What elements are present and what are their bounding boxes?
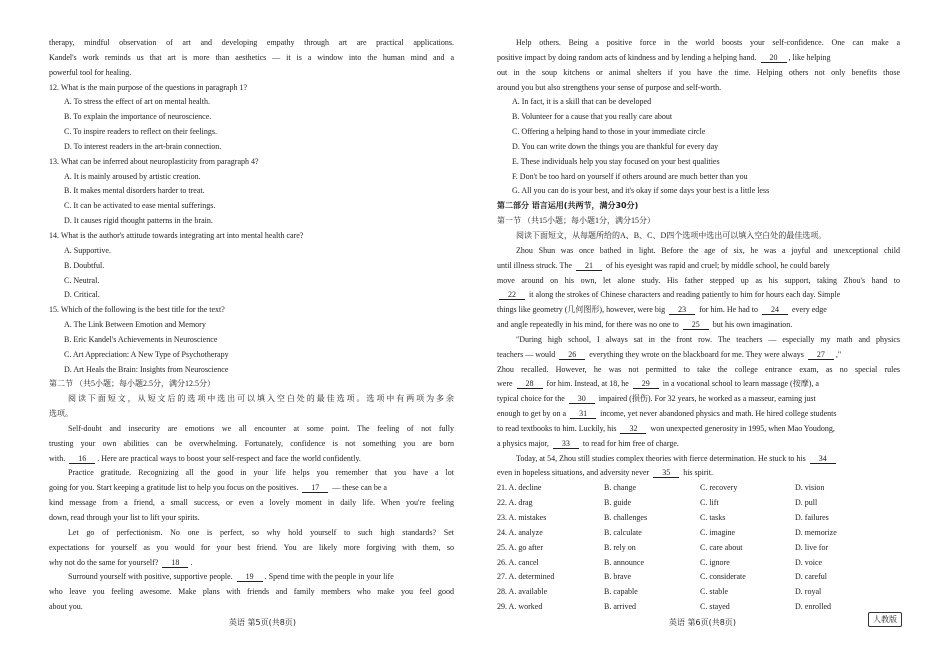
- blank-19: 19: [237, 572, 263, 582]
- text-line: [49, 556, 454, 571]
- text-line: [497, 466, 900, 481]
- publisher-badge: 人教版: [868, 612, 902, 627]
- text-fragment: but his own imagination.: [712, 320, 793, 330]
- text-fragment: for him. He had to: [699, 305, 758, 315]
- section-instruction: 选项。: [49, 409, 73, 419]
- text-line: move around on his own, let alone study. His father stepped up as his support, taking Zhou's hand to: [497, 275, 900, 285]
- choice-option: E. These individuals help you stay focused on your best qualities: [512, 156, 720, 166]
- text-fragment: and angle repeatedly in his mind, for there was no one to: [497, 320, 679, 330]
- text-fragment: to read textbooks to him. Luckily, his: [497, 423, 617, 433]
- blank-18: 18: [162, 558, 188, 568]
- answer-option: 24. A. analyze: [497, 527, 543, 537]
- question-option: D. To interest readers in the art-brain connection.: [64, 141, 222, 151]
- blank-30: 30: [569, 394, 595, 404]
- question-option: B. It makes mental disorders harder to treat.: [64, 186, 205, 196]
- text-line: trusting your own abilities can be overwhelming. Fortunately, confidence is not something you are born: [49, 438, 454, 448]
- question-option: B. Doubtful.: [64, 260, 105, 270]
- answer-option: C. stable: [700, 587, 728, 597]
- choice-option: F. Don't be too hard on yourself if others around are much better than you: [512, 171, 748, 181]
- blank-33: 33: [553, 439, 579, 449]
- answer-option: 26. A. cancel: [497, 557, 539, 567]
- part-title: 第二部分 语言运用(共两节，满分30分): [497, 201, 639, 211]
- answer-row: [497, 511, 900, 526]
- text-fragment: with.: [49, 453, 66, 463]
- blank-26: 26: [559, 350, 585, 360]
- text-line: [497, 377, 900, 392]
- text-fragment: — these can be a: [332, 483, 387, 493]
- text-fragment: until illness struck. The: [497, 260, 572, 270]
- text-line: kind message from a friend, a small success, or even a lovely moment in daily life. When you're feeling: [49, 498, 454, 508]
- blank-34: 34: [810, 454, 836, 464]
- answer-row: [497, 496, 900, 511]
- blank-27: 27: [808, 350, 834, 360]
- question-stem: 12. What is the main purpose of the questions in paragraph 1?: [49, 82, 248, 92]
- answer-row: [497, 556, 900, 571]
- text-line: Help others. Being a positive force in the world boosts your self-confidence. One can make a: [516, 38, 900, 47]
- text-line: Let go of perfectionism. No one is perfect, so why hold yourself to such high standards? Set: [68, 527, 454, 537]
- answer-row: [497, 570, 900, 585]
- answer-row: [497, 481, 900, 496]
- answer-option: B. challenges: [604, 513, 648, 522]
- text-fragment: enough to get by on a: [497, 409, 567, 419]
- question-option: B. To explain the importance of neuroscience.: [64, 112, 212, 122]
- question-stem: 15. Which of the following is the best title for the text?: [49, 305, 225, 315]
- text-fragment: . Spend time with the people in your life: [264, 572, 394, 582]
- answer-option: C. recovery: [700, 483, 738, 493]
- text-fragment: a physics major,: [497, 438, 549, 448]
- text-line: [497, 452, 900, 467]
- text-line: down, read through your list to lift your spirits.: [49, 513, 200, 522]
- text-line: powerful tool for healing.: [49, 67, 132, 77]
- text-fragment: going for you. Start keeping a gratitude list to help you focus on the positives.: [49, 483, 299, 493]
- answer-option: 22. A. drag: [497, 498, 533, 508]
- text-line: [49, 481, 454, 496]
- choice-option: G. All you can do is your best, and it's okay if some days your best is a little less: [512, 186, 770, 196]
- answer-row: [497, 541, 900, 556]
- answer-option: B. brave: [604, 572, 632, 582]
- answer-option: B. arrived: [604, 602, 636, 612]
- blank-35: 35: [653, 468, 679, 478]
- text-line: "During high school, I always sat in the front row. The teachers — especially my math and physics: [516, 334, 900, 344]
- answer-option: C. care about: [700, 542, 743, 552]
- text-fragment: .: [190, 557, 193, 567]
- answer-option: B. calculate: [604, 527, 642, 537]
- text-fragment: teachers — would: [497, 349, 556, 359]
- text-fragment: ,": [835, 349, 842, 359]
- text-fragment: even in hopeless situations, and adversity never: [497, 468, 650, 478]
- blank-24: 24: [762, 305, 788, 315]
- text-line: [497, 318, 900, 333]
- blank-21: 21: [576, 261, 602, 271]
- question-option: A. Supportive.: [64, 245, 111, 255]
- question-option: A. To stress the effect of art on mental health.: [64, 97, 210, 107]
- answer-option: D. royal: [795, 587, 822, 597]
- blank-16: 16: [69, 454, 95, 464]
- text-fragment: it along the strokes of Chinese characters and reading patiently to him for hours each day. Simple: [529, 290, 841, 300]
- text-fragment: , like helping: [788, 52, 831, 62]
- answer-option: 27. A. determined: [497, 572, 555, 582]
- text-line: [497, 437, 900, 452]
- answer-option: D. careful: [795, 572, 827, 582]
- left-column: [49, 36, 454, 615]
- question-option: D. Critical.: [64, 290, 100, 300]
- answer-option: D. failures: [795, 513, 829, 522]
- text-fragment: why not do the same for yourself?: [49, 557, 159, 567]
- answer-row: [497, 526, 900, 541]
- question-stem: 13. What can be inferred about neuroplasticity from paragraph 4?: [49, 156, 259, 166]
- section-title: 第二节 （共5小题；每小题2.5分，满分12.5分）: [49, 379, 215, 389]
- answer-option: C. ignore: [700, 557, 730, 567]
- blank-31: 31: [570, 409, 596, 419]
- text-fragment: typical choice for the: [497, 394, 565, 404]
- text-line: expectations for yourself as you would for your best friend. You are likely more forgiving with them, so: [49, 542, 454, 552]
- text-line: Zhou recalled. However, he was not permitted to take the college entrance exam, as no special rules: [497, 364, 900, 374]
- answer-option: D. memorize: [795, 527, 837, 537]
- page-footer-right: 英语 第6页(共8页): [669, 618, 736, 627]
- question-option: C. It can be activated to ease mental sufferings.: [64, 201, 216, 211]
- blank-17: 17: [302, 483, 328, 493]
- text-fragment: to read for him free of charge.: [582, 438, 679, 448]
- text-line: around you but also strengthens your sense of purpose and self-worth.: [497, 82, 722, 92]
- text-fragment: won unexpected generosity in 1995, when Mao Youdong,: [650, 423, 835, 433]
- answer-option: C. lift: [700, 498, 719, 508]
- text-line: [497, 288, 900, 303]
- text-line: [497, 407, 900, 422]
- question-option: A. The Link Between Emotion and Memory: [64, 320, 206, 330]
- text-fragment: in a vocational school to learn massage (按摩), a: [662, 379, 819, 389]
- blank-25: 25: [683, 320, 709, 330]
- text-fragment: Surround yourself with positive, supportive people.: [68, 572, 233, 582]
- text-line: Kandel's work reminds us that art is more than aesthetics — it is a window into the human mind and a: [49, 52, 454, 62]
- choice-option: D. You can write down the things you are thankful for every day: [512, 141, 719, 151]
- answer-option: B. capable: [604, 587, 638, 597]
- text-fragment: for him. Instead, at 18, he: [546, 379, 629, 389]
- blank-29: 29: [633, 379, 659, 389]
- text-line: [497, 259, 900, 274]
- text-fragment: things like geometry (几何图形), however, were big: [497, 305, 666, 315]
- answer-option: C. imagine: [700, 527, 736, 537]
- answer-option: B. change: [604, 483, 636, 493]
- text-line: Practice gratitude. Recognizing all the good in your life helps you remember that you have a lot: [68, 468, 454, 478]
- blank-32: 32: [620, 424, 646, 434]
- text-fragment: . Here are practical ways to boost your self-respect and face the world confidently.: [97, 453, 361, 463]
- text-line: out in the soup kitchens or animal shelters if you have the time. Helping others not only benefits those: [497, 67, 900, 77]
- text-fragment: his spirit.: [683, 468, 713, 478]
- answer-row: [497, 585, 900, 600]
- choice-option: A. In fact, it is a skill that can be developed: [512, 97, 652, 107]
- answer-row: [497, 600, 900, 615]
- question-option: C. Neutral.: [64, 275, 100, 285]
- text-line: therapy, mindful observation of art and developing empathy through art are practical applications.: [49, 38, 454, 47]
- answer-option: 28. A. available: [497, 587, 548, 597]
- answer-option: B. rely on: [604, 542, 636, 552]
- blank-20: 20: [761, 53, 787, 63]
- answer-option: C. considerate: [700, 572, 746, 582]
- text-line: Zhou Shun was once bathed in light. Before the age of six, he was a joyful and unexceptional child: [516, 245, 900, 255]
- text-fragment: income, yet never abandoned physics and math. He hired college students: [600, 409, 837, 419]
- answer-option: D. live for: [795, 542, 829, 552]
- section-instruction: 阅读下面短文，从每题所给的A、B、C、D四个选项中选出可以填入空白处的最佳选项。: [516, 230, 827, 240]
- right-column: [497, 36, 900, 615]
- answer-option: B. guide: [604, 498, 632, 508]
- blank-28: 28: [517, 379, 543, 389]
- text-line: [497, 51, 900, 66]
- text-line: [497, 348, 900, 363]
- answer-option: 21. A. decline: [497, 483, 542, 493]
- text-fragment: everything they wrote on the blackboard for me. They were always: [589, 349, 804, 359]
- question-stem: 14. What is the author's attitude towards integrating art into mental health care?: [49, 230, 304, 240]
- question-option: C. To inspire readers to reflect on their feelings.: [64, 127, 218, 137]
- section-instruction: 阅读下面短文，从短文后的选项中选出可以填入空白处的最佳选项。选项中有两项为多余: [68, 394, 454, 404]
- text-line: Self-doubt and insecurity are emotions we all encounter at some point. The feeling of not fully: [68, 423, 454, 433]
- answer-option: B. announce: [604, 557, 644, 567]
- text-fragment: impaired (损伤). For 32 years, he worked as a masseur, earning just: [598, 394, 816, 404]
- section-title: 第一节 （共15小题；每小题1分，满分15分）: [497, 216, 655, 226]
- answer-option: D. vision: [795, 483, 825, 493]
- page-footer-left: 英语 第5页(共8页): [229, 618, 296, 627]
- answer-option: 23. A. mistakes: [497, 513, 547, 522]
- text-line: who leave you feeling awesome. Make plans with friends and family members who make you feel good: [49, 587, 454, 597]
- text-fragment: were: [497, 379, 513, 389]
- text-fragment: of his eyesight was rapid and cruel; by middle school, he could barely: [605, 260, 830, 270]
- blank-22: 22: [499, 290, 525, 300]
- blank-23: 23: [669, 305, 695, 315]
- text-fragment: every edge: [791, 305, 827, 315]
- text-line: [49, 570, 454, 585]
- text-line: [497, 392, 900, 407]
- question-option: C. Art Appreciation: A New Type of Psychotherapy: [64, 349, 229, 359]
- answer-option: C. stayed: [700, 602, 730, 612]
- text-fragment: positive impact by doing random acts of kindness and by lending a helping hand.: [497, 52, 757, 62]
- text-line: [49, 452, 454, 467]
- answer-option: D. pull: [795, 498, 818, 508]
- question-option: A. It is mainly aroused by artistic creation.: [64, 171, 201, 181]
- answer-option: D. enrolled: [795, 602, 831, 612]
- answer-option: 29. A. worked: [497, 602, 543, 612]
- answer-option: 25. A. go after: [497, 542, 543, 552]
- choice-option: C. Offering a helping hand to those in your immediate circle: [512, 127, 706, 137]
- text-fragment: Today, at 54, Zhou still studies complex theories with fierce determination. He stuck to his: [516, 453, 806, 463]
- text-line: about you.: [49, 602, 83, 612]
- text-line: [497, 422, 900, 437]
- question-option: B. Eric Kandel's Achievements in Neuroscience: [64, 334, 218, 344]
- question-option: D. It causes rigid thought patterns in the brain.: [64, 216, 213, 226]
- text-line: [497, 303, 900, 318]
- choice-option: B. Volunteer for a cause that you really care about: [512, 112, 673, 122]
- answer-option: C. tasks: [700, 513, 726, 522]
- question-option: D. Art Heals the Brain: Insights from Neuroscience: [64, 364, 229, 374]
- answer-option: D. voice: [795, 557, 823, 567]
